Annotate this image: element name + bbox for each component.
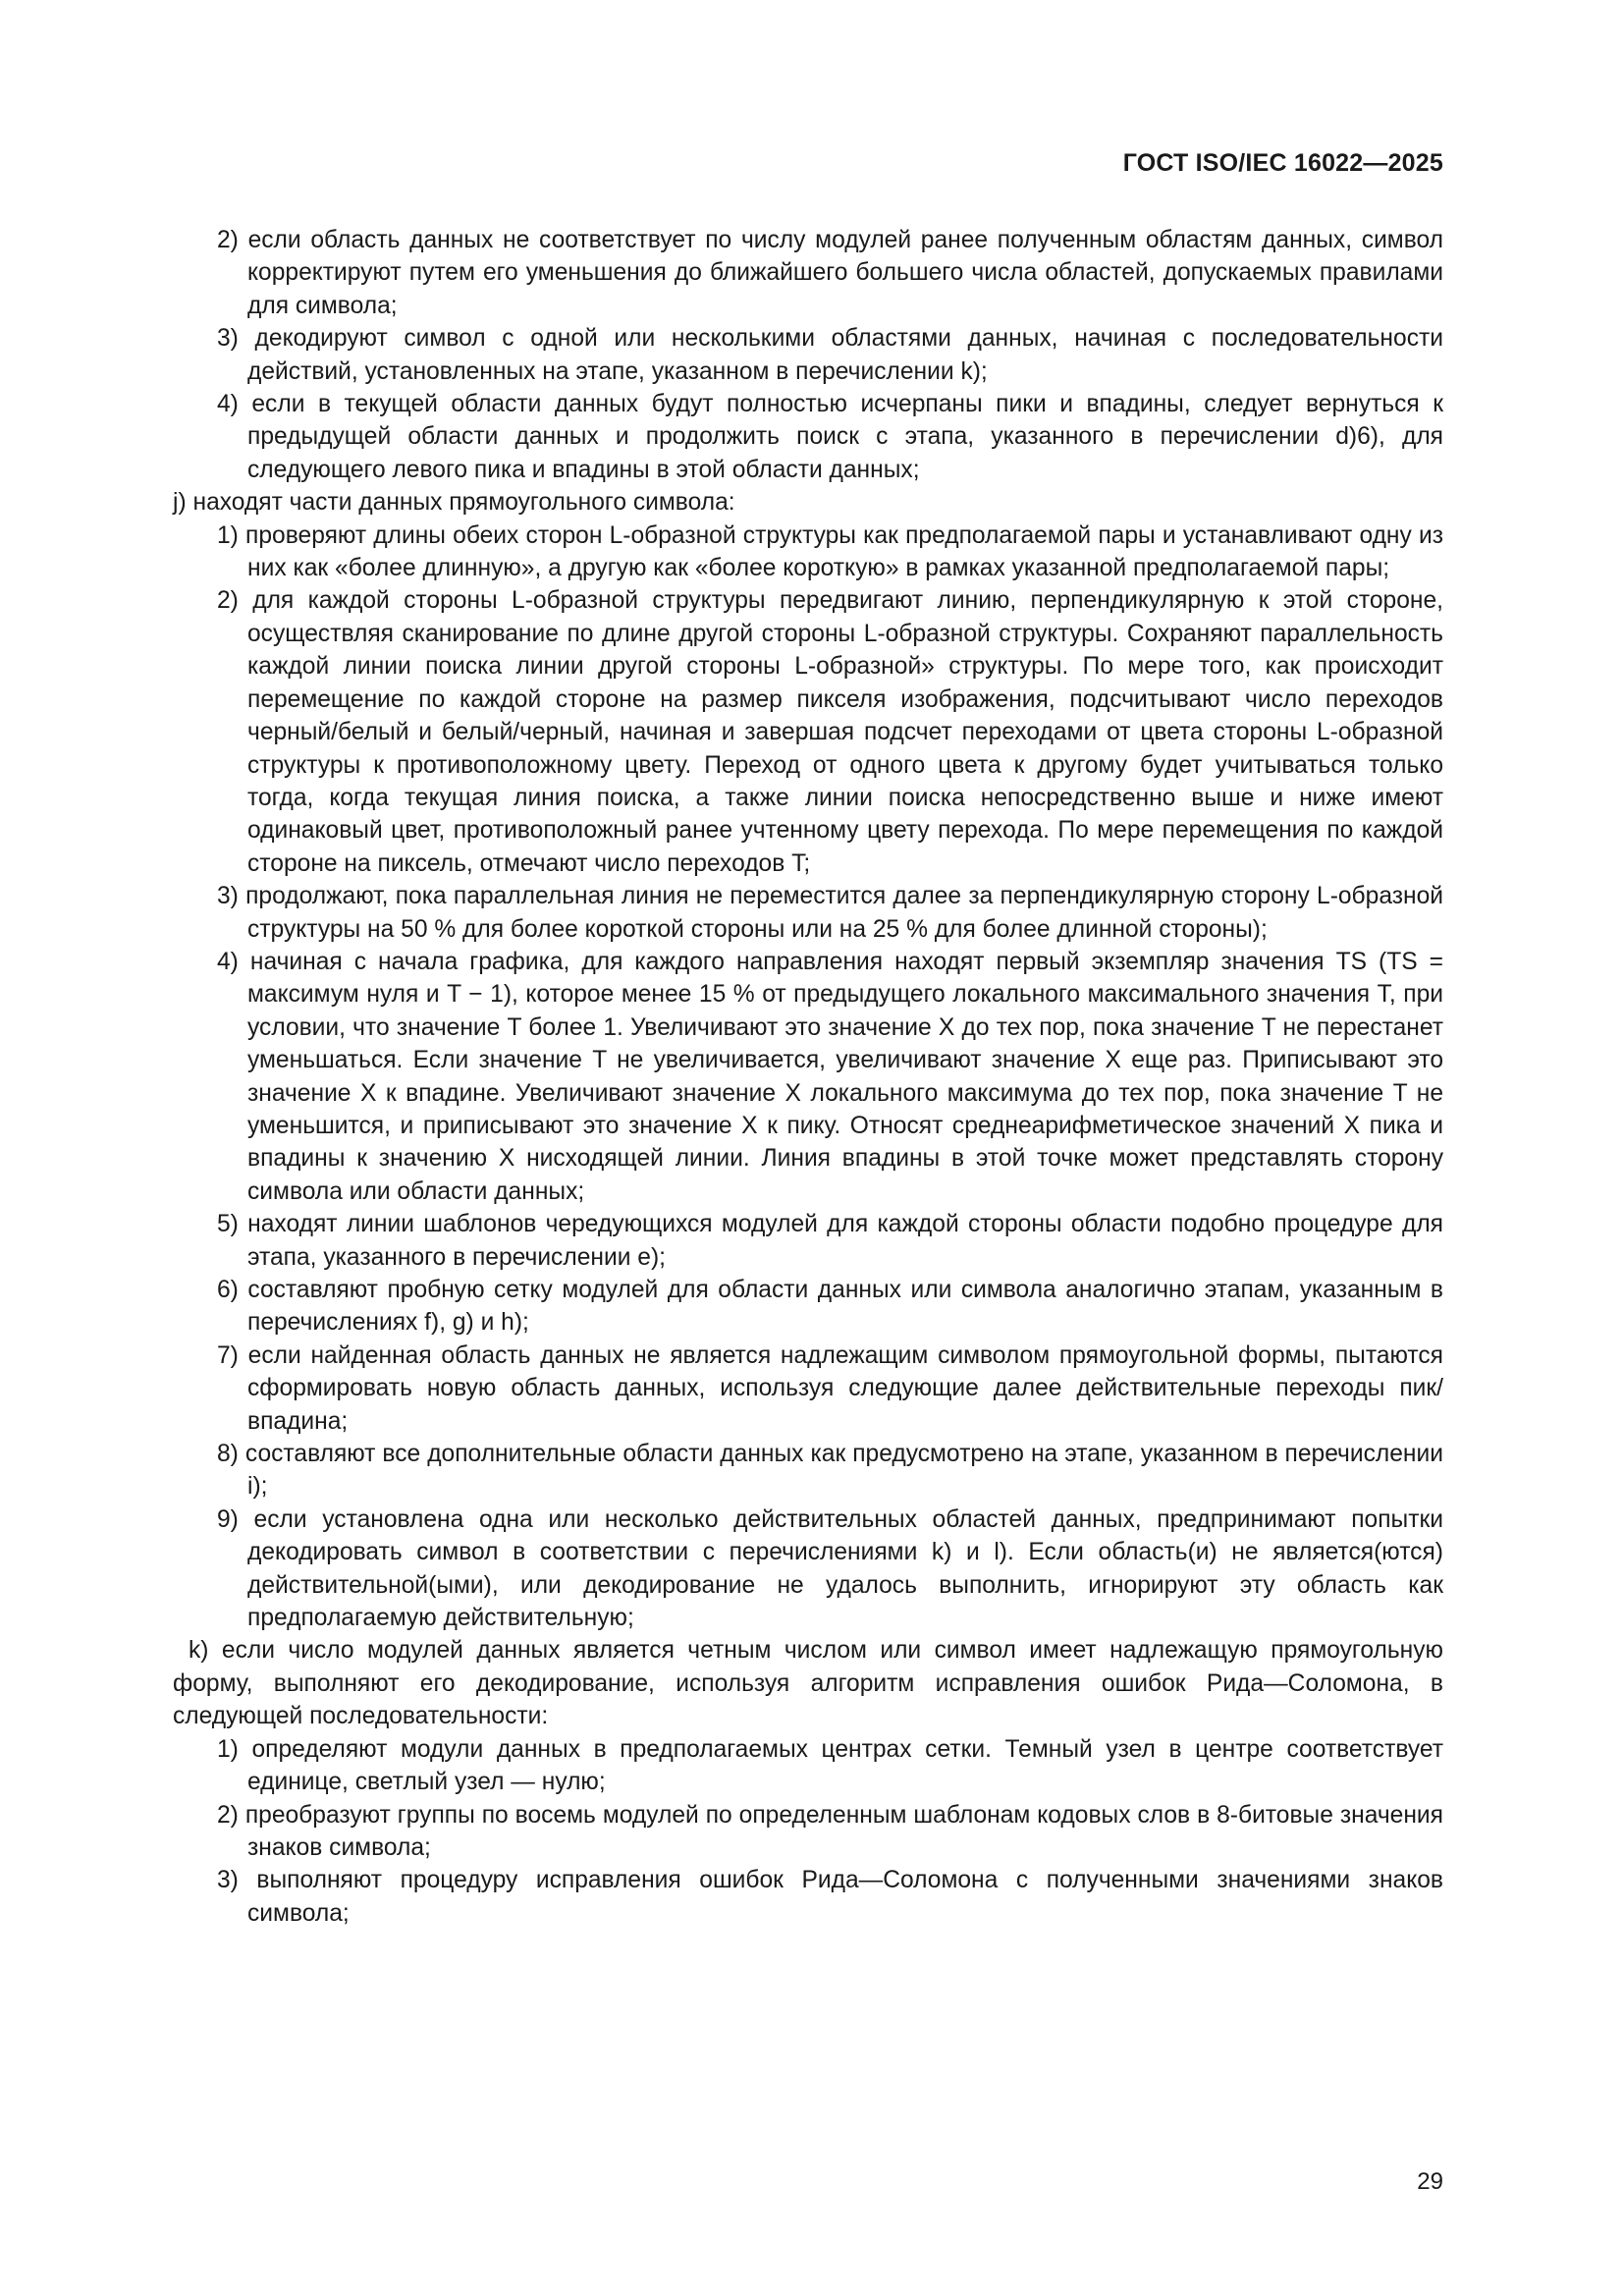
list-item: 9) если установлена одна или несколько действительных областей данных, предпринимают попытки декодировать символ в соответствии с перечислениями k) и l). Если область(и) не является(ются) действительной(ыми), или декодирование не удалось выполнить, игнорируют эту область как предполагаемую действительную; (217, 1505, 1443, 1632)
list-item: 8) составляют все дополнительные области данных как предусмотрено на этапе, указанном в перечислении i); (217, 1441, 1443, 1501)
list-item: 7) если найденная область данных не является надлежащим символом прямоугольной формы, пытаются сформировать новую область данных, используя следующие далее действительные переходы пик/впадина; (217, 1341, 1443, 1435)
list-item: 1) проверяют длины обеих сторон L-образной структуры как предполагаемой пары и устанавливают одну из них как «более длинную», а другую как «более короткую» в рамках указанной предполагаемой пары; (217, 521, 1443, 582)
list-item: 5) находят линии шаблонов чередующихся модулей для каждой стороны области подобно процедуре для этапа, указанного в перечислении e); (217, 1211, 1443, 1271)
page-number: 29 (1417, 2168, 1443, 2195)
page-body (173, 224, 1443, 1930)
standard-code-header: ГОСТ ISO/IEC 16022—2025 (1122, 149, 1443, 177)
list-item: 3) декодируют символ с одной или несколькими областями данных, начиная с последовательности действий, установленных на этапе, указанном в перечислении k); (217, 325, 1443, 385)
list-item: 2) если область данных не соответствует по числу модулей ранее полученным областям данных, символ корректируют путем его уменьшения до ближайшего большего числа областей, допускаемых правилами для символа; (217, 227, 1443, 319)
list-item: 3) выполняют процедуру исправления ошибок Рида—Соломона с полученными значениями знаков символа; (217, 1867, 1443, 1927)
list-item: 4) начиная с начала графика, для каждого направления находят первый экземпляр значения TS (TS = максимум нуля и T − 1), которое менее 15 % от предыдущего локального максимального значения T, при условии, что значение T более 1. Увеличивают это значение X до тех пор, пока значение T не перестанет уменьшаться. Если значение T не увеличивается, увеличивают значение X еще раз. Приписывают это значение X к впадине. Увеличивают значение X локального максимума до тех пор, пока значение T не уменьшится, и приписывают это значение X к пику. Относят среднеарифметическое значений X пика и впадины к значению X нисходящей линии. Линия впадины в этой точке может представлять сторону символа или области данных; (217, 948, 1443, 1205)
list-item: 3) продолжают, пока параллельная линия не переместится далее за перпендикулярную сторону L-образной структуры на 50 % для более короткой стороны или на 25 % для более длинной стороны); (217, 883, 1443, 943)
paragraph: k) если число модулей данных является четным числом или символ имеет надлежащую прямоугольную форму, выполняют его декодирование, используя алгоритм исправления ошибок Рида—Соломона, в следующей последовательности: (173, 1637, 1443, 1730)
list-item: 4) если в текущей области данных будут полностью исчерпаны пики и впадины, следует вернуться к предыдущей области данных и продолжить поиск с этапа, указанного в перечислении d)6), для следующего левого пика и впадины в этой области данных; (217, 391, 1443, 483)
list-item: 1) определяют модули данных в предполагаемых центрах сетки. Темный узел в центре соответствует единице, светлый узел — нулю; (217, 1735, 1443, 1796)
list-item: 2) преобразуют группы по восемь модулей по определенным шаблонам кодовых слов в 8-битовые значения знаков символа; (217, 1801, 1443, 1861)
list-heading: j) находят части данных прямоугольного символа: (173, 489, 735, 517)
list-item: 2) для каждой стороны L-образной структуры передвигают линию, перпендикулярную к этой стороне, осуществляя сканирование по длине другой стороны L-образной структуры. Сохраняют параллельность каждой линии поиска линии другой стороны L-образной» структуры. По мере того, как происходит перемещение по каждой стороне на размер пикселя изображения, подсчитывают число переходов черный/белый и белый/черный, начиная и завершая подсчет переходами от цвета стороны L-образной структуры к противоположному цвету. Переход от одного цвета к другому будет учитываться только тогда, когда текущая линия поиска, а также линии поиска непосредственно выше и ниже имеют одинаковый цвет, противоположный ранее учтенному цвету перехода. По мере перемещения по каждой стороне на пиксель, отмечают число переходов T; (217, 587, 1443, 877)
list-item: 6) составляют пробную сетку модулей для области данных или символа аналогично этапам, указанным в перечислениях f), g) и h); (217, 1277, 1443, 1337)
